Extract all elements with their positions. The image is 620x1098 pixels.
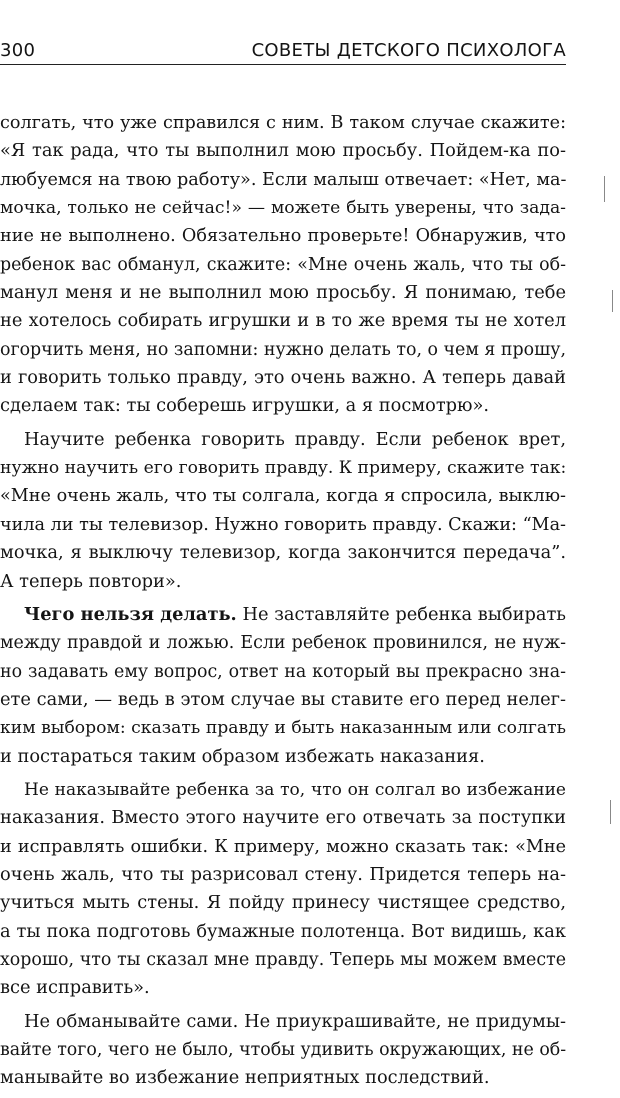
- text-line: все исправить».: [0, 977, 150, 999]
- text-line: но задавать ему вопрос, ответ на который вы прекрасно зна-: [0, 661, 566, 682]
- text-line: Не наказывайте ребенка за то, что он солгал во избежание: [24, 779, 566, 800]
- margin-mark: [604, 176, 605, 202]
- text-line: учиться мыть стены. Я пойду принесу чистящее средство,: [0, 892, 566, 914]
- text-line: и постараться таким образом избежать наказания.: [0, 745, 485, 767]
- text-line: вайте того, чего не было, чтобы удивить окружающих, не об-: [0, 1040, 567, 1060]
- margin-mark: [612, 290, 613, 312]
- header-rule: [0, 64, 566, 65]
- text-line: «Я так рада, что ты выполнил мою просьбу. Пойдем-ка по-: [0, 140, 566, 162]
- text-line: мочка, только не сейчас!» — можете быть уверены, что зада-: [0, 198, 566, 219]
- text-line: ребенок вас обманул, скажите: «Мне очень жаль, что ты об-: [0, 254, 566, 275]
- text-line: нужно научить его говорить правду. К примеру, скажите так:: [0, 458, 567, 479]
- text-line: ете сами, — ведь в этом случае вы ставите его перед нелег-: [0, 688, 566, 710]
- running-title: СОВЕТЫ ДЕТСКОГО ПСИХОЛОГА: [251, 40, 566, 61]
- text-line: ким выбором: сказать правду и быть наказанным или солгать: [0, 718, 566, 739]
- paragraph-3: [0, 601, 566, 771]
- text-line: не хотелось собирать игрушки и в то же время ты не хотел: [0, 310, 566, 332]
- paragraph-5: [0, 1008, 566, 1093]
- text-line: мочка, я выключу телевизор, когда закончится передача”.: [0, 542, 566, 564]
- text-line: «Мне очень жаль, что ты солгала, когда я спросила, выклю-: [0, 486, 566, 507]
- text-line: наказания. Вместо этого научите его отвечать за поступки: [0, 807, 566, 829]
- text-run: Не заставляйте ребенка выбирать: [236, 603, 566, 625]
- body-text: [0, 109, 566, 1098]
- text-line: очень жаль, что ты разрисовал стену. Придется теперь на-: [0, 863, 566, 885]
- page-number: 300: [0, 40, 36, 61]
- text-line: любуемся на твою работу». Если малыш отвечает: «Нет, ма-: [0, 169, 567, 190]
- text-line: между правдой и ложью. Если ребенок провинился, не нуж-: [0, 633, 566, 654]
- text-line: сделаем так: ты соберешь игрушки, а я посмотрю».: [0, 395, 490, 417]
- text-line: ние не выполнено. Обязательно проверьте! Обнаружив, что: [0, 226, 566, 247]
- text-line: [0, 601, 566, 629]
- text-line: огорчить меня, но запомни: нужно делать то, о чем я прошу,: [0, 339, 566, 360]
- text-line: манывайте во избежание неприятных последствий.: [0, 1067, 490, 1089]
- text-line: хорошо, что ты сказал мне правду. Теперь мы можем вместе: [0, 949, 566, 970]
- paragraph-2: [0, 426, 566, 596]
- text-line: чила ли ты телевизор. Нужно говорить правду. Скажи: “Ма-: [0, 514, 567, 535]
- paragraph-4: [0, 776, 566, 1003]
- margin-mark: [610, 800, 611, 824]
- paragraph-lead: Чего нельзя делать.: [24, 603, 237, 625]
- text-line: А теперь повтори».: [0, 570, 182, 592]
- text-line: и говорить только правду, это очень важно. А теперь давай: [0, 367, 566, 389]
- text-line: а ты пока подготовь бумажные полотенца. Вот видишь, как: [0, 920, 566, 942]
- text-line: и исправлять ошибки. К примеру, можно сказать так: «Мне: [0, 836, 566, 857]
- paragraph-1: [0, 109, 566, 421]
- text-line: солгать, что уже справился с ним. В таком случае скажите:: [0, 113, 566, 133]
- text-line: манул меня и не выполнил мою просьбу. Я понимаю, тебе: [0, 282, 566, 304]
- text-line: Научите ребенка говорить правду. Если ребенок врет,: [24, 428, 566, 450]
- text-line: Не обманывайте сами. Не приукрашивайте, не придумы-: [24, 1010, 566, 1032]
